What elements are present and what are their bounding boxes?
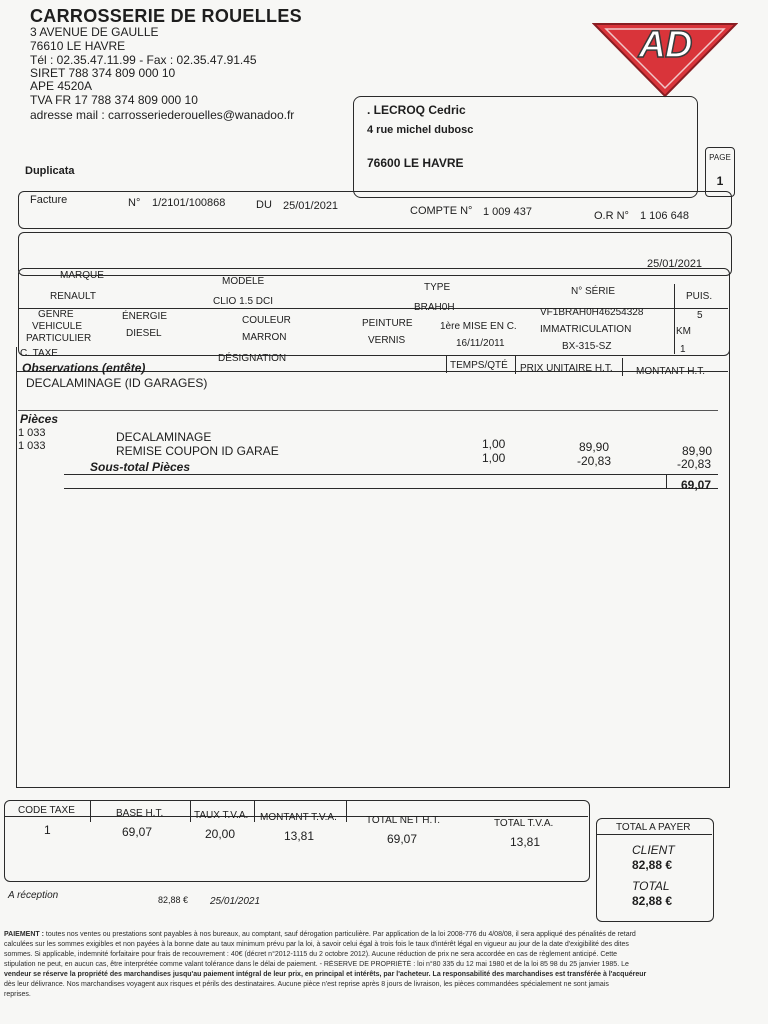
value-couleur: MARRON bbox=[242, 332, 287, 343]
company-name: CARROSSERIE DE ROUELLES bbox=[30, 6, 302, 26]
observations-text: DECALAMINAGE (ID GARAGES) bbox=[26, 376, 208, 390]
value-type: BRAH0H bbox=[414, 302, 455, 313]
invoice-compte: 1 009 437 bbox=[483, 206, 532, 218]
company-siret: SIRET 788 374 809 000 10 bbox=[30, 66, 176, 80]
company-tva: TVA FR 17 788 374 809 000 10 bbox=[30, 93, 198, 107]
item-qty: 1,00 bbox=[482, 437, 506, 451]
conditions-line: stipulation ne peut, en aucun cas, être interprétée comme valant tolérance dans le délai de paiement. - RÉSERVE DE PROPRIÉTÉ : loi n°80 335 du 12 mai 1980 et de la loi 85 98 du 25 janvier 1985. Le bbox=[4, 961, 629, 968]
client-value: 82,88 € bbox=[632, 858, 673, 872]
company-phone-fax: Tél : 02.35.47.11.99 - Fax : 02.35.47.91.45 bbox=[30, 53, 257, 67]
invoice-compte-label: COMPTE N° bbox=[410, 205, 473, 217]
page-label: PAGE bbox=[709, 153, 731, 162]
lines-table-column bbox=[622, 358, 623, 376]
value-genre-line1: VEHICULE bbox=[32, 321, 83, 332]
duplicata-label: Duplicata bbox=[25, 165, 75, 177]
label-mise: 1ère MISE EN C. bbox=[440, 321, 517, 332]
total-label: TOTAL A PAYER bbox=[616, 822, 691, 833]
value-serie: VF1BRAH0H46254328 bbox=[540, 307, 644, 318]
subtotal-column bbox=[666, 474, 667, 488]
conditions-line: calculées sur les sommes exigibles et non payées à la bonne date au taux minimum prévu par la loi, à savoir celui égal à trois fois le taux d'intérêt légal en vigueur au jour de la date d'exigibilité des dites bbox=[4, 941, 629, 948]
item-designation: REMISE COUPON ID GARAE bbox=[116, 444, 279, 458]
conditions-heading: PAIEMENT : bbox=[4, 931, 44, 938]
tax-value: 13,81 bbox=[284, 829, 315, 843]
vehicle-grid-column bbox=[674, 284, 675, 354]
header-temps: TEMPS/QTÉ bbox=[450, 360, 508, 371]
tax-table-column bbox=[90, 800, 91, 822]
tax-table-column bbox=[254, 800, 255, 822]
value-modele: CLIO 1.5 DCI bbox=[213, 296, 274, 307]
invoice-number: 1/2101/100868 bbox=[152, 197, 226, 209]
label-peinture: PEINTURE bbox=[362, 318, 413, 329]
invoice-number-label: N° bbox=[128, 197, 141, 209]
pieces-title: Pièces bbox=[20, 412, 59, 426]
value-peinture: VERNIS bbox=[368, 335, 406, 346]
item-montant: -20,83 bbox=[677, 457, 712, 471]
reception-label: A réception bbox=[8, 890, 59, 901]
value-puis: 5 bbox=[697, 310, 703, 321]
observations-title: Observations (entête) bbox=[22, 361, 146, 375]
item-designation: DECALAMINAGE bbox=[116, 430, 212, 444]
header-montant: MONTANT H.T. bbox=[636, 366, 706, 377]
secondary-date: 25/01/2021 bbox=[647, 258, 703, 270]
conditions-line bbox=[4, 930, 764, 940]
customer-name: . LECROQ Cedric bbox=[367, 103, 466, 117]
lines-table-column bbox=[515, 356, 516, 374]
value-genre-line2: PARTICULIER bbox=[26, 333, 92, 344]
item-pu: 89,90 bbox=[579, 440, 610, 454]
ad-logo-text: AD bbox=[638, 24, 692, 66]
label-genre: GENRE bbox=[38, 309, 74, 320]
conditions-line: reprises. bbox=[4, 991, 31, 998]
label-type: TYPE bbox=[424, 282, 451, 293]
item-code: 1 033 bbox=[18, 427, 46, 439]
value-immat: BX-315-SZ bbox=[562, 341, 612, 352]
company-address: 3 AVENUE DE GAULLE bbox=[30, 25, 159, 39]
conditions-line: sommes. Si applicable, indemnité forfaitaire pour frais de recouvrement : 40€ (décret n°2012-1115 du 2 octobre 2012). Aucune réduction de prix ne sera accordée en cas de règlement anticipé. Cette bbox=[4, 951, 618, 958]
invoice-date: 25/01/2021 bbox=[283, 200, 339, 212]
label-km: KM bbox=[676, 326, 691, 337]
tax-value: 1 bbox=[44, 823, 51, 837]
total-value: 82,88 € bbox=[632, 894, 673, 908]
label-energie: ÉNERGIE bbox=[122, 311, 168, 322]
reception-date: 25/01/2021 bbox=[210, 896, 261, 907]
item-pu: -20,83 bbox=[577, 454, 612, 468]
header-pu: PRIX UNITAIRE H.T. bbox=[520, 363, 613, 374]
total-box-rule bbox=[596, 834, 712, 835]
item-qty: 1,00 bbox=[482, 451, 506, 465]
customer-city: 76600 LE HAVRE bbox=[367, 156, 464, 170]
ad-logo bbox=[592, 18, 738, 98]
conditions-line: dès leur délivrance. Nos marchandises voyagent aux risques et périls des destinataires. Aucune pièce n'est reprise après 8 jours de livraison, les pièces commandées spécialement ne sont jamais bbox=[4, 981, 609, 988]
company-ape: APE 4520A bbox=[30, 79, 93, 93]
header-ctaxe: C. TAXE bbox=[20, 348, 58, 359]
item-code: 1 033 bbox=[18, 440, 46, 452]
label-modele: MODÈLE bbox=[222, 276, 265, 287]
payment-conditions bbox=[4, 930, 764, 1000]
tax-header: TAUX T.V.A. bbox=[194, 810, 249, 821]
header-designation: DÉSIGNATION bbox=[218, 353, 287, 364]
label-marque: MARQUE bbox=[60, 270, 104, 281]
subtotal-rule bbox=[64, 488, 718, 489]
tax-value: 20,00 bbox=[205, 827, 236, 841]
label-immat: IMMATRICULATION bbox=[540, 324, 632, 335]
tax-header: TOTAL T.V.A. bbox=[494, 818, 554, 829]
conditions-text: toutes nos ventes ou prestations sont payables à nos bureaux, au comptant, sauf dérogation particulière. Par application de la loi 2008-776 du 4/08/08, il sera appliqué des pénalités de retard bbox=[43, 931, 636, 938]
invoice-or-label: O.R N° bbox=[594, 210, 629, 222]
customer-street: 4 rue michel dubosc bbox=[367, 124, 474, 136]
subtotal-label: Sous-total Pièces bbox=[90, 460, 191, 474]
client-label: CLIENT bbox=[632, 843, 675, 857]
conditions-line: vendeur se réserve la propriété des marchandises jusqu'au paiement intégral de leur prix, en principal et intérêts, par l'acheteur. La responsabilité des marchandises est transférée à l'acquéreur bbox=[4, 971, 647, 978]
tax-value: 69,07 bbox=[387, 832, 418, 846]
label-serie: N° SÉRIE bbox=[571, 286, 616, 297]
label-puis: PUIS. bbox=[686, 291, 713, 302]
tax-value: 13,81 bbox=[510, 835, 541, 849]
tax-header: BASE H.T. bbox=[116, 808, 164, 819]
tax-header: CODE TAXE bbox=[18, 805, 75, 816]
lines-table-column bbox=[446, 355, 447, 373]
tax-header: TOTAL NET H.T. bbox=[366, 815, 441, 826]
invoice-or: 1 106 648 bbox=[640, 210, 689, 222]
reception-amount: 82,88 € bbox=[158, 895, 189, 905]
invoice-type: Facture bbox=[30, 194, 68, 206]
pieces-rule bbox=[18, 410, 718, 411]
tax-value: 69,07 bbox=[122, 825, 153, 839]
invoice-du-label: DU bbox=[256, 199, 272, 211]
label-couleur: COULEUR bbox=[242, 315, 291, 326]
tax-table-column bbox=[190, 800, 191, 822]
page-number: 1 bbox=[716, 174, 724, 188]
lines-table bbox=[16, 347, 730, 788]
value-energie: DIESEL bbox=[126, 328, 162, 339]
total-sub-label: TOTAL bbox=[632, 879, 670, 893]
subtotal-value: 69,07 bbox=[681, 478, 712, 492]
item-montant: 89,90 bbox=[682, 444, 713, 458]
company-email: adresse mail : carrosseriederouelles@wanadoo.fr bbox=[30, 108, 295, 122]
value-marque: RENAULT bbox=[50, 291, 96, 302]
value-mise: 16/11/2011 bbox=[456, 338, 505, 349]
subtotal-rule bbox=[64, 474, 718, 475]
value-km: 1 bbox=[680, 344, 686, 355]
company-city: 76610 LE HAVRE bbox=[30, 39, 126, 53]
tax-table-column bbox=[346, 800, 347, 822]
tax-header: MONTANT T.V.A. bbox=[260, 812, 337, 823]
